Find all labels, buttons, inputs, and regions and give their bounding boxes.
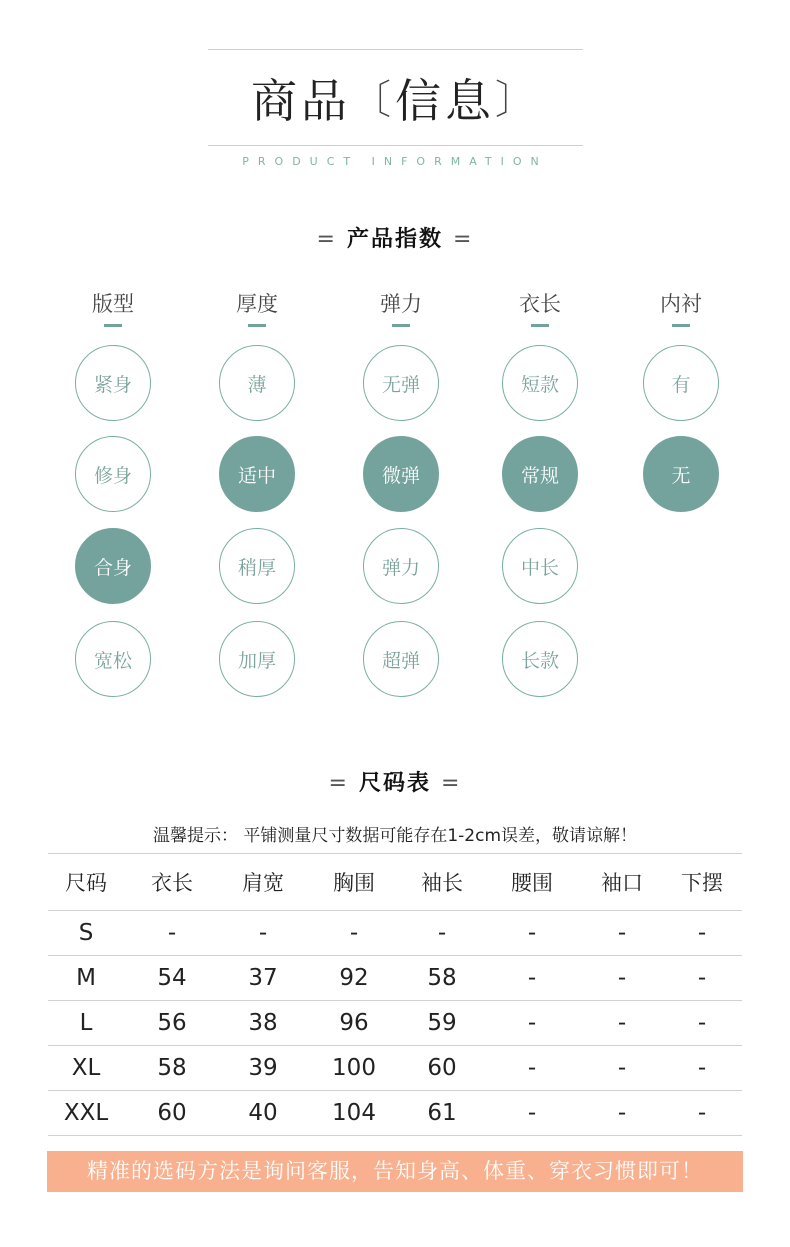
index-option: 弹力 <box>363 528 439 604</box>
size-table-cell: 54 <box>124 956 220 1001</box>
table-row <box>48 911 742 956</box>
size-table-header-cell: 衣长 <box>124 854 220 911</box>
table-row <box>48 1091 742 1136</box>
index-option: 无弹 <box>363 345 439 421</box>
index-column-label: 内衬 <box>660 292 702 316</box>
size-table-cell: 60 <box>124 1091 220 1136</box>
index-option: 中长 <box>502 528 578 604</box>
eq-left: = <box>316 227 337 252</box>
size-table-cell: - <box>482 1001 582 1046</box>
size-table-cell: - <box>482 911 582 956</box>
index-column-label: 弹力 <box>380 292 422 316</box>
index-option: 短款 <box>502 345 578 421</box>
size-table-header-cell: 胸围 <box>306 854 402 911</box>
size-table-cell: XXL <box>48 1091 124 1136</box>
index-column-underline <box>531 324 549 327</box>
size-table-cell: 60 <box>402 1046 482 1091</box>
product-index-title <box>0 222 790 253</box>
size-table-cell: - <box>220 911 306 956</box>
title-right: 信息 <box>395 74 495 128</box>
size-table-cell: 58 <box>124 1046 220 1091</box>
page-title <box>0 72 790 129</box>
size-table-cell: 96 <box>306 1001 402 1046</box>
measurement-tip: 温馨提示： 平铺测量尺寸数据可能存在1-2cm误差，敬请谅解！ <box>152 826 638 846</box>
size-table-cell: L <box>48 1001 124 1046</box>
size-table-cell: - <box>124 911 220 956</box>
size-table-header-cell: 袖长 <box>402 854 482 911</box>
size-table-cell: 100 <box>306 1046 402 1091</box>
bracket-open: 〔 <box>351 77 395 123</box>
size-table-cell: - <box>582 1091 662 1136</box>
index-option-selected: 常规 <box>502 436 578 512</box>
index-column-header <box>207 288 307 327</box>
size-table-cell: - <box>582 1046 662 1091</box>
bracket-close: 〕 <box>495 77 539 123</box>
eq-right: = <box>441 771 462 796</box>
index-column-underline <box>248 324 266 327</box>
size-table-cell: - <box>662 1001 742 1046</box>
index-column-label: 版型 <box>92 292 134 316</box>
index-column-header <box>490 288 590 327</box>
product-index-title-text: 产品指数 <box>346 227 443 252</box>
size-table-cell: - <box>306 911 402 956</box>
size-table-cell: - <box>662 1046 742 1091</box>
size-chart-title-text: 尺码表 <box>358 771 431 796</box>
index-column-underline <box>672 324 690 327</box>
size-table-body <box>48 911 742 1136</box>
size-table-cell: - <box>662 911 742 956</box>
index-column-label: 厚度 <box>236 292 278 316</box>
index-column-header <box>63 288 163 327</box>
size-table-header <box>48 854 742 911</box>
size-table-cell: - <box>662 1091 742 1136</box>
index-option: 宽松 <box>75 621 151 697</box>
size-table-cell: 92 <box>306 956 402 1001</box>
size-table-cell: 37 <box>220 956 306 1001</box>
size-table-cell: - <box>582 956 662 1001</box>
size-table-cell: - <box>482 956 582 1001</box>
table-row <box>48 1001 742 1046</box>
size-advice-banner: 精准的选码方法是询问客服，告知身高、体重、穿衣习惯即可！ <box>47 1151 743 1192</box>
size-table-cell: - <box>402 911 482 956</box>
index-option: 有 <box>643 345 719 421</box>
index-option: 紧身 <box>75 345 151 421</box>
size-table-cell: XL <box>48 1046 124 1091</box>
size-chart-title <box>0 766 790 797</box>
size-table-cell: 61 <box>402 1091 482 1136</box>
eq-left: = <box>328 771 349 796</box>
size-table-cell: 104 <box>306 1091 402 1136</box>
eq-right: = <box>453 227 474 252</box>
size-table-cell: 56 <box>124 1001 220 1046</box>
header-top-rule <box>208 49 583 50</box>
index-column-header <box>351 288 451 327</box>
size-table-cell: - <box>482 1046 582 1091</box>
size-table-header-cell: 下摆 <box>662 854 742 911</box>
size-table-cell: - <box>582 1001 662 1046</box>
header-bottom-rule <box>208 145 583 146</box>
size-table-cell: - <box>582 911 662 956</box>
size-table-cell: - <box>482 1091 582 1136</box>
size-table-cell: M <box>48 956 124 1001</box>
index-option: 加厚 <box>219 621 295 697</box>
index-option: 长款 <box>502 621 578 697</box>
index-option-selected: 微弹 <box>363 436 439 512</box>
size-table-cell: 59 <box>402 1001 482 1046</box>
size-table-cell: - <box>662 956 742 1001</box>
size-table-header-cell: 肩宽 <box>220 854 306 911</box>
page-subtitle: PRODUCT INFORMATION <box>242 155 548 168</box>
index-option-selected: 合身 <box>75 528 151 604</box>
index-option-selected: 适中 <box>219 436 295 512</box>
size-table-header-cell: 袖口 <box>582 854 662 911</box>
size-table <box>48 853 742 1136</box>
table-row <box>48 956 742 1001</box>
index-column-underline <box>392 324 410 327</box>
index-column-header <box>631 288 731 327</box>
index-option: 稍厚 <box>219 528 295 604</box>
size-table-cell: 38 <box>220 1001 306 1046</box>
index-column-label: 衣长 <box>519 292 561 316</box>
size-table-header-cell: 腰围 <box>482 854 582 911</box>
index-option-selected: 无 <box>643 436 719 512</box>
title-left: 商品 <box>251 74 351 128</box>
table-row <box>48 1046 742 1091</box>
index-column-underline <box>104 324 122 327</box>
size-table-cell: 39 <box>220 1046 306 1091</box>
size-table-cell: S <box>48 911 124 956</box>
index-option: 薄 <box>219 345 295 421</box>
index-option: 修身 <box>75 436 151 512</box>
index-option: 超弹 <box>363 621 439 697</box>
size-table-cell: 40 <box>220 1091 306 1136</box>
size-table-cell: 58 <box>402 956 482 1001</box>
size-table-header-cell: 尺码 <box>48 854 124 911</box>
